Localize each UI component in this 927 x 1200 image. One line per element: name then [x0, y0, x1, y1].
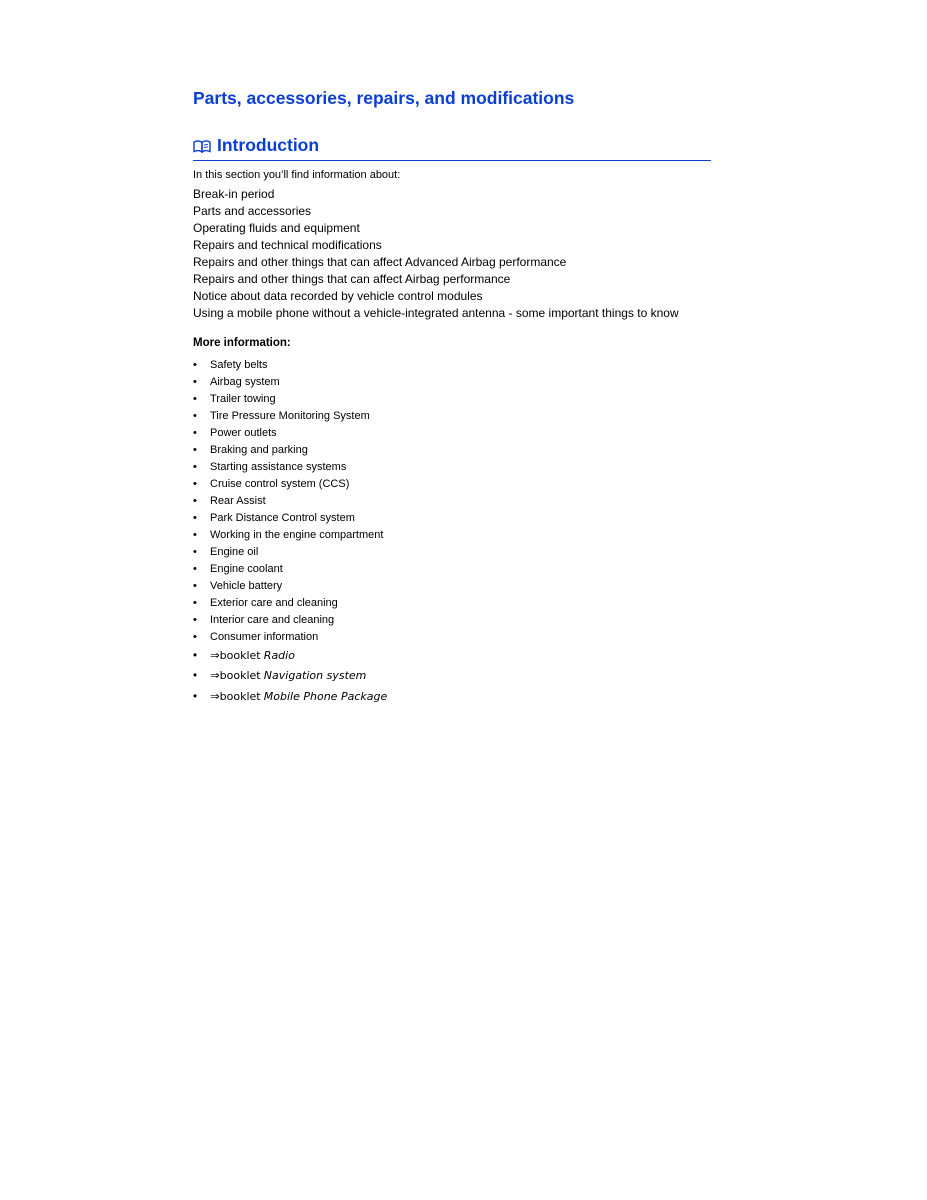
list-item-label: Safety belts [210, 359, 268, 371]
list-item: Parts and accessories [193, 204, 312, 218]
booklet-reference[interactable] [193, 687, 387, 707]
list-item [193, 595, 387, 612]
bullet: • [193, 410, 197, 422]
bullet: • [193, 461, 197, 473]
list-item [193, 578, 387, 595]
arrow-icon: ⇒ [210, 690, 220, 703]
list-item-label: Braking and parking [210, 444, 308, 456]
bullet: • [193, 597, 197, 609]
bullet: • [193, 690, 198, 703]
list-item [193, 527, 387, 544]
booklet-title: Navigation system [263, 669, 367, 683]
bullet: • [193, 670, 198, 683]
list-item-label: Engine oil [210, 546, 259, 558]
bullet: • [193, 631, 197, 643]
list-item-label: Cruise control system (CCS) [210, 478, 350, 490]
list-item-label: Engine coolant [210, 563, 283, 575]
bullet: • [193, 546, 197, 558]
list-item-label: Park Distance Control system [210, 512, 355, 524]
list-item: Repairs and other things that can affect Advanced Airbag performance [193, 255, 567, 269]
booklet-prefix: booklet [219, 669, 261, 683]
list-item: Repairs and technical modifications [193, 238, 382, 252]
bullet: • [193, 529, 197, 541]
bullet: • [193, 444, 197, 456]
list-item-label: Working in the engine compartment [210, 529, 384, 541]
list-item [193, 561, 387, 578]
list-item [193, 612, 387, 629]
bullet: • [193, 650, 198, 662]
list-item: Repairs and other things that can affect Airbag performance [193, 272, 511, 286]
booklet-title: Radio [263, 649, 295, 662]
list-item: Operating fluids and equipment [193, 221, 360, 235]
list-item: Using a mobile phone without a vehicle-integrated antenna - some important things to know [193, 306, 679, 320]
list-item-label: Power outlets [210, 427, 277, 439]
list-item [193, 425, 387, 442]
bullet: • [193, 376, 197, 388]
booklet-prefix: booklet [219, 649, 261, 662]
arrow-icon: ⇒ [210, 670, 220, 683]
list-item-label: Vehicle battery [210, 580, 283, 592]
bullet: • [193, 427, 197, 439]
more-information-heading: More information: [193, 337, 291, 349]
list-item [193, 374, 387, 391]
bullet: • [193, 393, 197, 405]
list-item-label: Starting assistance systems [210, 461, 347, 473]
booklet-reference[interactable] [193, 646, 387, 666]
list-item [193, 408, 387, 425]
list-item: Notice about data recorded by vehicle control modules [193, 289, 483, 303]
list-item [193, 629, 387, 646]
list-item-label: Airbag system [210, 376, 280, 388]
bullet: • [193, 563, 197, 575]
list-item-label: Rear Assist [210, 495, 266, 507]
list-item-label: Exterior care and cleaning [210, 597, 338, 609]
topic-list [193, 186, 679, 322]
list-item-label: Trailer towing [210, 393, 276, 405]
list-item [193, 510, 387, 527]
list-item-label: Tire Pressure Monitoring System [210, 410, 370, 422]
list-item [193, 391, 387, 408]
section-header [193, 135, 711, 161]
bullet: • [193, 495, 197, 507]
list-item [193, 459, 387, 476]
bullet: • [193, 580, 197, 592]
list-item [193, 357, 387, 374]
bullet: • [193, 614, 197, 626]
list-item: Break-in period [193, 187, 275, 201]
booklet-prefix: booklet [219, 689, 261, 703]
list-item [193, 476, 387, 493]
book-icon [193, 140, 211, 153]
arrow-icon: ⇒ [210, 650, 220, 662]
more-information-list [193, 357, 387, 707]
chapter-title: Parts, accessories, repairs, and modifications [193, 88, 575, 108]
bullet: • [193, 512, 197, 524]
list-item-label: Consumer information [210, 631, 319, 643]
intro-text: In this section you’ll find information about: [193, 169, 401, 181]
list-item [193, 493, 387, 510]
booklet-title: Mobile Phone Package [263, 689, 388, 703]
list-item [193, 544, 387, 561]
list-item [193, 442, 387, 459]
section-title: Introduction [217, 135, 320, 155]
booklet-reference[interactable] [193, 666, 387, 686]
list-item-label: Interior care and cleaning [210, 614, 335, 626]
bullet: • [193, 478, 197, 490]
bullet: • [193, 359, 197, 371]
